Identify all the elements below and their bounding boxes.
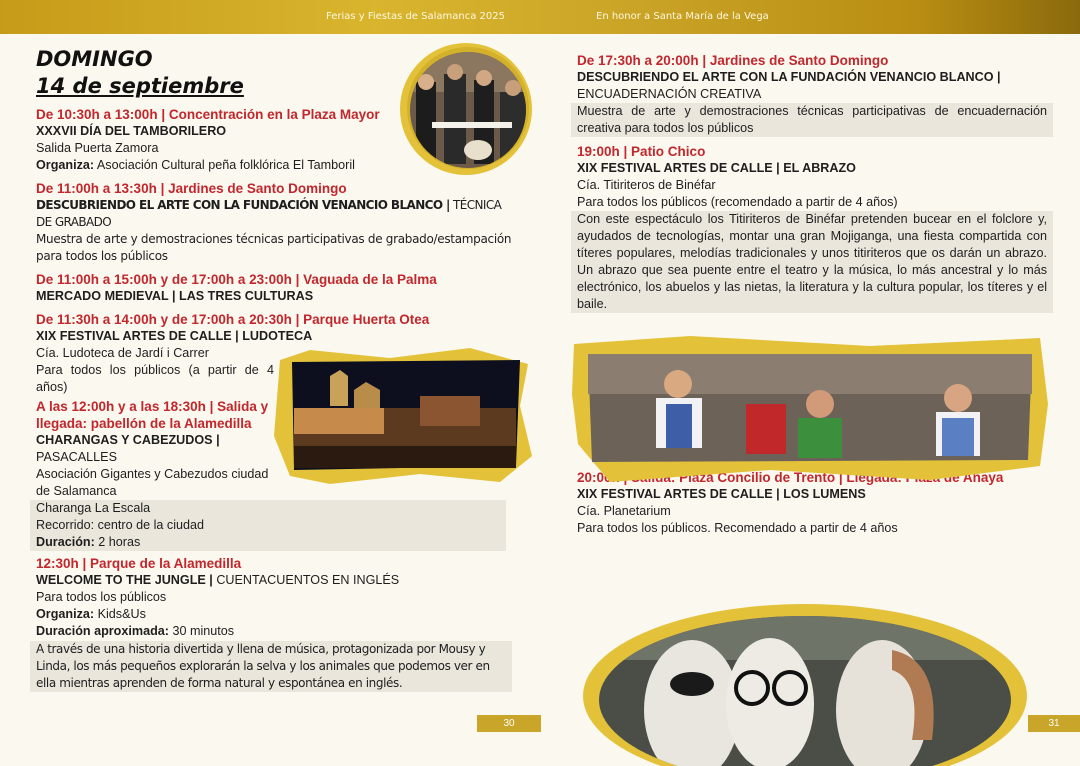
page-number-left: 30 <box>477 715 541 732</box>
date-title: 14 de septiembre <box>36 74 244 98</box>
event-shaded-block <box>30 500 506 551</box>
organizer-value: Kids&Us <box>97 607 146 621</box>
event-subtitle: CUENTACUENTOS EN INGLÉS <box>216 573 400 587</box>
duration-value: 30 minutos <box>172 624 235 638</box>
event-heading: 19:00h | Patio Chico <box>577 144 706 159</box>
event-line: Para todos los públicos (a partir de 4 años) <box>36 363 274 394</box>
event-title: XIX FESTIVAL ARTES DE CALLE | LUDOTECA <box>36 329 313 343</box>
event-jungle <box>36 555 512 692</box>
event-heading: 12:30h | Parque de la Alamedilla <box>36 556 242 571</box>
event-line: Cía. Planetarium <box>577 504 671 518</box>
event-title: WELCOME TO THE JUNGLE | <box>36 573 213 587</box>
duration-value: 2 horas <box>98 535 141 549</box>
event-line: Cía. Ludoteca de Jardí i Carrer <box>36 346 209 360</box>
event-heading: A las 12:00h y a las 18:30h | Salida y llegada: pabellón de la Alamedilla <box>36 399 269 431</box>
event-description: Muestra de arte y demostraciones técnicas participativas de encuadernación creativa para todos los públicos <box>571 103 1053 137</box>
day-title: DOMINGO <box>36 47 153 71</box>
event-title: XIX FESTIVAL ARTES DE CALLE | LOS LUMENS <box>577 487 866 501</box>
event-heading: De 11:00h a 15:00h y de 17:00h a 23:00h | Vaguada de la Palma <box>36 272 437 287</box>
puppeteers-photo <box>570 334 1050 484</box>
lumens-puppets-photo <box>582 600 1028 766</box>
event-title: CHARANGAS Y CABEZUDOS | <box>36 433 220 447</box>
event-line: Recorrido: centro de la ciudad <box>36 518 205 532</box>
organizer-label: Organiza: <box>36 158 95 172</box>
event-heading: De 11:00h a 13:30h | Jardines de Santo Domingo <box>36 181 347 196</box>
event-line: Para todos los públicos. Recomendado a partir de 4 años <box>577 521 898 535</box>
event-line: Para todos los públicos (recomendado a partir de 4 años) <box>577 195 898 209</box>
event-title: XXXVII DÍA DEL TAMBORILERO <box>36 124 227 138</box>
page-number-right: 31 <box>1028 715 1080 732</box>
event-subtitle: TÉCNICA DE GRABADO <box>36 198 502 229</box>
event-title: MERCADO MEDIEVAL | LAS TRES CULTURAS <box>36 289 314 303</box>
event-line: Cía. Titiriteros de Binéfar <box>577 178 716 192</box>
event-heading: De 10:30h a 13:00h | Concentración en la Plaza Mayor <box>36 107 380 122</box>
event-line: Asociación Gigantes y Cabezudos ciudad de Salamanca <box>36 467 269 498</box>
event-description: Con este espectáculo los Titiriteros de Binéfar pretenden bucear en el folclore y, ayudados de tecnologías, montar una gran Mojiganga, una fiesta compartida con títeres populares, melodías tradicionales y unos titiriteros que os darán un abrazo. Un abrazo que sea puente entre el teatro y la música, lo más ancestral y lo más electrónico, los abuelos y las nietas, la literatura y la cultura popular, los títeres y el baile. <box>571 211 1053 313</box>
event-grabado <box>36 180 512 265</box>
header-bar <box>0 0 1080 34</box>
event-heading: De 11:30h a 14:00h y de 17:00h a 20:30h | Parque Huerta Otea <box>36 312 430 327</box>
event-line: Charanga La Escala <box>36 501 151 515</box>
duration-label: Duración: <box>36 535 95 549</box>
drummers-photo <box>396 42 536 176</box>
event-description: A través de una historia divertida y llena de música, protagonizada por Mousy y Linda, los más pequeños explorarán la selva y los animales que podemos ver en ella mientras aprenden de forma natural y espontánea en inglés. <box>30 641 512 692</box>
duration-label: Duración aproximada: <box>36 624 169 638</box>
event-encuadernacion <box>577 52 1053 137</box>
night-cathedral-photo <box>270 346 534 486</box>
event-line: Para todos los públicos <box>36 590 167 604</box>
event-heading: 20:00h | Salida: Plaza Concilio de Trento | Llegada: Plaza de Anaya <box>577 470 1004 485</box>
event-subtitle: ENCUADERNACIÓN CREATIVA <box>577 87 762 101</box>
header-left-text: Ferias y Fiestas de Salamanca 2025 <box>326 11 505 22</box>
event-title: XIX FESTIVAL ARTES DE CALLE | EL ABRAZO <box>577 161 856 175</box>
event-line: Salida Puerta Zamora <box>36 141 159 155</box>
event-abrazo <box>577 143 1053 313</box>
event-title: DESCUBRIENDO EL ARTE CON LA FUNDACIÓN VENANCIO BLANCO | <box>36 198 450 212</box>
organizer-value: Asociación Cultural peña folklórica El Tamboril <box>96 158 355 172</box>
header-right-text: En honor a Santa María de la Vega <box>596 11 769 22</box>
event-mercado <box>36 271 512 305</box>
event-heading: De 17:30h a 20:00h | Jardines de Santo Domingo <box>577 53 889 68</box>
event-subtitle: PASACALLES <box>36 450 117 464</box>
organizer-label: Organiza: <box>36 607 95 621</box>
event-title: DESCUBRIENDO EL ARTE CON LA FUNDACIÓN VENANCIO BLANCO | <box>577 70 1001 84</box>
event-description: Muestra de arte y demostraciones técnicas participativas de grabado/estampación para todos los públicos <box>36 232 512 263</box>
